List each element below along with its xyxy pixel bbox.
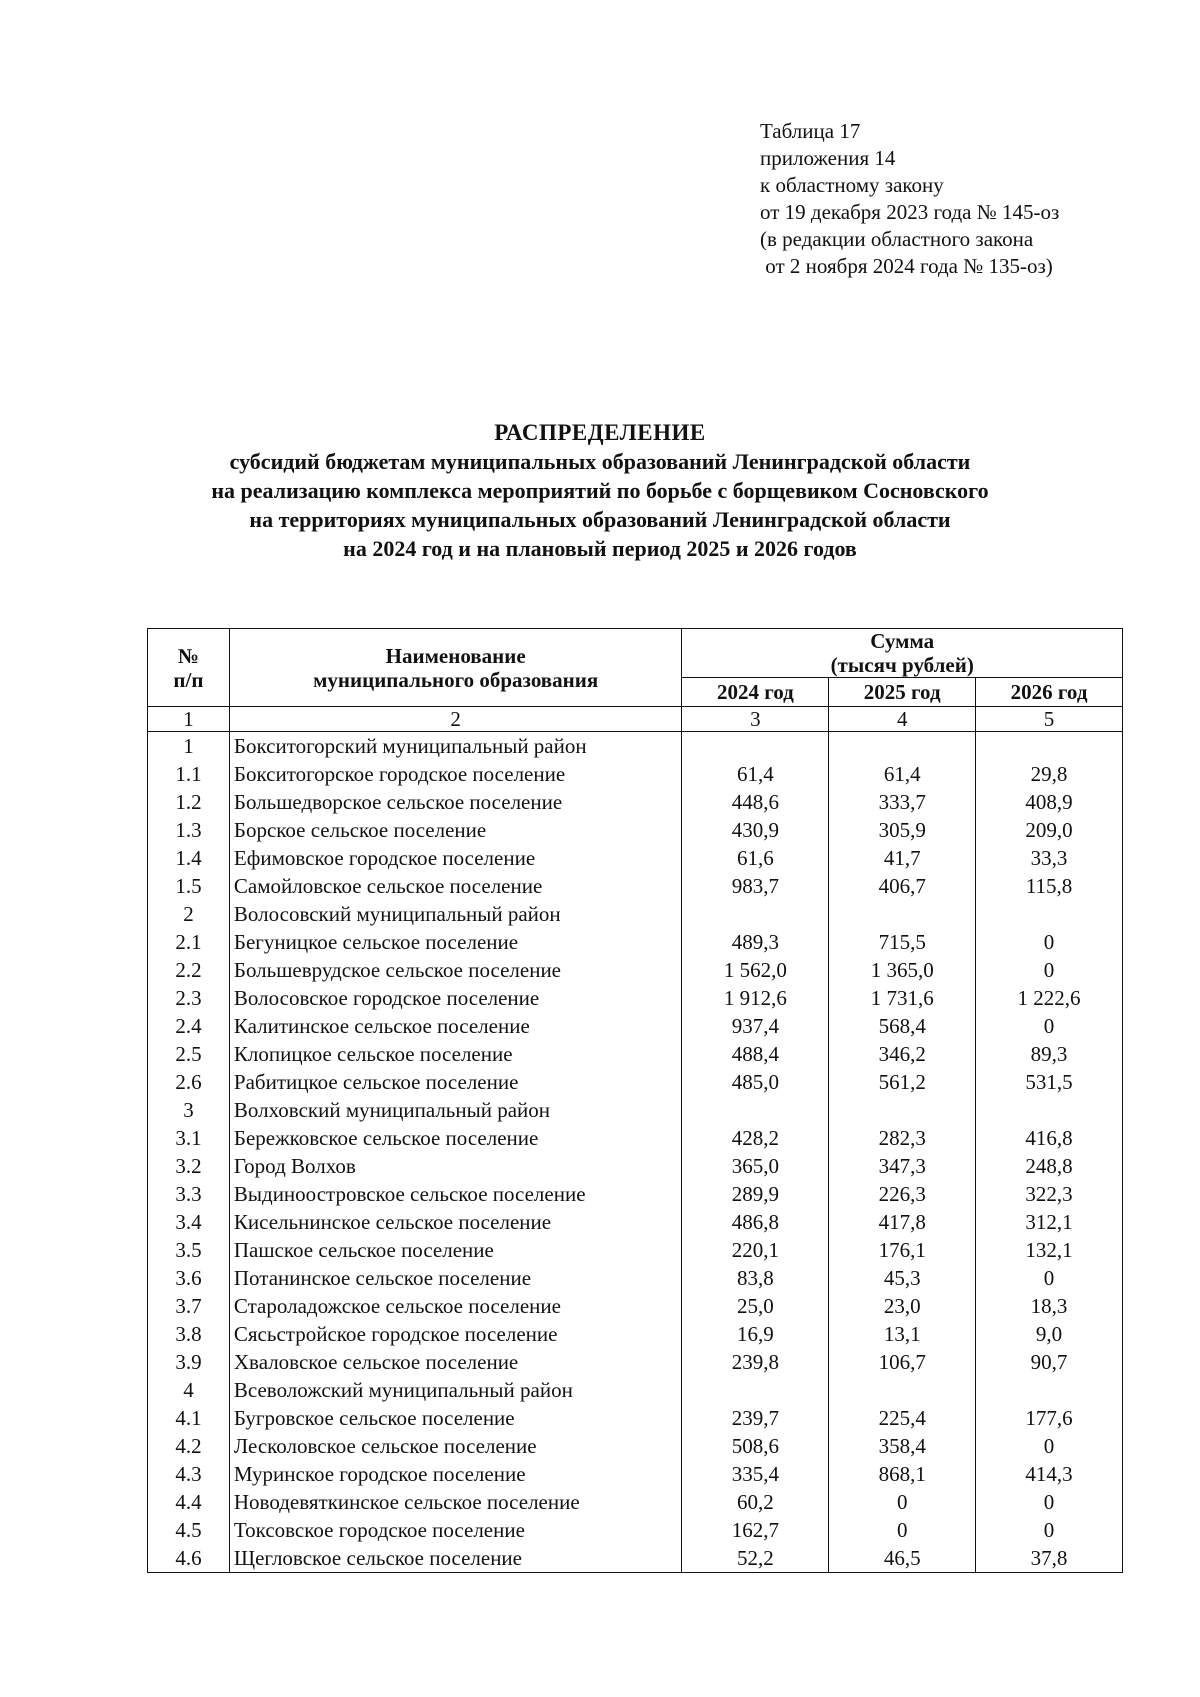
header-number	[148, 629, 230, 707]
value-2026: 132,1	[976, 1236, 1123, 1264]
row-number: 3.4	[148, 1208, 230, 1236]
value-2025: 282,3	[829, 1124, 976, 1152]
header-name-text: Наименование муниципального образования	[313, 643, 599, 692]
table-row	[148, 1124, 1123, 1152]
value-2026: 115,8	[976, 872, 1123, 900]
row-number: 2.3	[148, 984, 230, 1012]
row-number: 2.6	[148, 1068, 230, 1096]
value-2026: 18,3	[976, 1292, 1123, 1320]
row-name: Волховский муниципальный район	[229, 1096, 682, 1124]
value-2024: 83,8	[682, 1264, 829, 1292]
table-row	[148, 928, 1123, 956]
value-2024: 428,2	[682, 1124, 829, 1152]
value-2025: 568,4	[829, 1012, 976, 1040]
table-row	[148, 1488, 1123, 1516]
row-number: 3.3	[148, 1180, 230, 1208]
row-number: 4.2	[148, 1432, 230, 1460]
row-number: 1.2	[148, 788, 230, 816]
table-row	[148, 872, 1123, 900]
column-number-label: 2	[229, 707, 682, 732]
row-name: Новодевяткинское сельское поселение	[229, 1488, 682, 1516]
value-2026: 90,7	[976, 1348, 1123, 1376]
value-2024: 1 912,6	[682, 984, 829, 1012]
value-2026: 312,1	[976, 1208, 1123, 1236]
value-2024: 489,3	[682, 928, 829, 956]
row-number: 3.1	[148, 1124, 230, 1152]
value-2024: 60,2	[682, 1488, 829, 1516]
table-row	[148, 1320, 1123, 1348]
table-row	[148, 1264, 1123, 1292]
value-2024	[682, 732, 829, 761]
row-number: 3	[148, 1096, 230, 1124]
value-2026	[976, 1096, 1123, 1124]
table-row	[148, 1292, 1123, 1320]
row-number: 1.1	[148, 760, 230, 788]
row-number: 1.5	[148, 872, 230, 900]
value-2026: 209,0	[976, 816, 1123, 844]
row-name: Муринское городское поселение	[229, 1460, 682, 1488]
row-name: Волосовское городское поселение	[229, 984, 682, 1012]
table-row	[148, 1208, 1123, 1236]
value-2024	[682, 900, 829, 928]
value-2026	[976, 900, 1123, 928]
table-row	[148, 900, 1123, 928]
value-2025: 0	[829, 1516, 976, 1544]
row-number: 3.8	[148, 1320, 230, 1348]
row-name: Хваловское сельское поселение	[229, 1348, 682, 1376]
row-name: Выдиноостровское сельское поселение	[229, 1180, 682, 1208]
title-line: на территориях муниципальных образований Ленинградской области	[249, 507, 951, 532]
value-2025: 176,1	[829, 1236, 976, 1264]
value-2024: 508,6	[682, 1432, 829, 1460]
row-number: 2	[148, 900, 230, 928]
row-name: Борское сельское поселение	[229, 816, 682, 844]
value-2024: 365,0	[682, 1152, 829, 1180]
row-number: 4.4	[148, 1488, 230, 1516]
title-line: на реализацию комплекса мероприятий по борьбе с борщевиком Сосновского	[211, 478, 989, 503]
row-name: Бугровское сельское поселение	[229, 1404, 682, 1432]
value-2024: 448,6	[682, 788, 829, 816]
header-sum	[682, 629, 1123, 678]
value-2026: 33,3	[976, 844, 1123, 872]
row-name: Ефимовское городское поселение	[229, 844, 682, 872]
value-2026: 531,5	[976, 1068, 1123, 1096]
value-2025: 13,1	[829, 1320, 976, 1348]
value-2024: 983,7	[682, 872, 829, 900]
value-2026	[976, 732, 1123, 761]
row-name: Бокситогорский муниципальный район	[229, 732, 682, 761]
value-2025: 1 365,0	[829, 956, 976, 984]
table-row	[148, 1068, 1123, 1096]
value-2026: 9,0	[976, 1320, 1123, 1348]
row-name: Пашское сельское поселение	[229, 1236, 682, 1264]
value-2026: 37,8	[976, 1544, 1123, 1573]
header-number-text: № п/п	[173, 643, 204, 692]
row-number: 1.4	[148, 844, 230, 872]
row-number: 2.2	[148, 956, 230, 984]
row-number: 3.6	[148, 1264, 230, 1292]
value-2025: 61,4	[829, 760, 976, 788]
row-number: 4.6	[148, 1544, 230, 1573]
row-number: 1	[148, 732, 230, 761]
row-number: 3.9	[148, 1348, 230, 1376]
table-row	[148, 1152, 1123, 1180]
value-2025: 0	[829, 1488, 976, 1516]
row-name: Клопицкое сельское поселение	[229, 1040, 682, 1068]
table-row	[148, 1432, 1123, 1460]
value-2026: 177,6	[976, 1404, 1123, 1432]
table-row	[148, 1180, 1123, 1208]
row-number: 4.5	[148, 1516, 230, 1544]
table-row	[148, 732, 1123, 761]
header-2026: 2026 год	[976, 678, 1123, 707]
column-number-label: 1	[148, 707, 230, 732]
table-row	[148, 1460, 1123, 1488]
value-2026: 0	[976, 1488, 1123, 1516]
value-2024: 485,0	[682, 1068, 829, 1096]
header-name	[229, 629, 682, 707]
distribution-table	[147, 628, 1123, 1573]
column-number-label: 5	[976, 707, 1123, 732]
row-name: Город Волхов	[229, 1152, 682, 1180]
row-number: 4	[148, 1376, 230, 1404]
row-name: Бокситогорское городское поселение	[229, 760, 682, 788]
annex-header	[760, 118, 1059, 280]
header-2024: 2024 год	[682, 678, 829, 707]
table-row	[148, 1376, 1123, 1404]
value-2025	[829, 1376, 976, 1404]
header-line: Таблица 17	[760, 119, 861, 143]
row-name: Волосовский муниципальный район	[229, 900, 682, 928]
value-2026: 0	[976, 1264, 1123, 1292]
row-number: 4.1	[148, 1404, 230, 1432]
value-2024: 486,8	[682, 1208, 829, 1236]
row-name: Самойловское сельское поселение	[229, 872, 682, 900]
row-number: 4.3	[148, 1460, 230, 1488]
value-2024: 220,1	[682, 1236, 829, 1264]
value-2025: 417,8	[829, 1208, 976, 1236]
value-2026: 89,3	[976, 1040, 1123, 1068]
value-2025: 305,9	[829, 816, 976, 844]
row-number: 2.5	[148, 1040, 230, 1068]
value-2026	[976, 1376, 1123, 1404]
value-2025: 1 731,6	[829, 984, 976, 1012]
value-2026: 0	[976, 1012, 1123, 1040]
value-2026: 408,9	[976, 788, 1123, 816]
value-2025: 406,7	[829, 872, 976, 900]
table-row	[148, 1544, 1123, 1573]
row-name: Бережковское сельское поселение	[229, 1124, 682, 1152]
row-number: 1.3	[148, 816, 230, 844]
value-2026: 416,8	[976, 1124, 1123, 1152]
value-2026: 414,3	[976, 1460, 1123, 1488]
row-number: 3.5	[148, 1236, 230, 1264]
table-row	[148, 760, 1123, 788]
table-row	[148, 984, 1123, 1012]
row-name: Бегуницкое сельское поселение	[229, 928, 682, 956]
value-2025: 23,0	[829, 1292, 976, 1320]
document-title	[0, 418, 1200, 563]
value-2024: 1 562,0	[682, 956, 829, 984]
value-2025: 226,3	[829, 1180, 976, 1208]
row-number: 3.2	[148, 1152, 230, 1180]
value-2025: 346,2	[829, 1040, 976, 1068]
value-2026: 322,3	[976, 1180, 1123, 1208]
value-2024: 488,4	[682, 1040, 829, 1068]
row-name: Калитинское сельское поселение	[229, 1012, 682, 1040]
table-row	[148, 1040, 1123, 1068]
row-name: Большеврудское сельское поселение	[229, 956, 682, 984]
value-2026: 0	[976, 956, 1123, 984]
value-2026: 1 222,6	[976, 984, 1123, 1012]
row-name: Лесколовское сельское поселение	[229, 1432, 682, 1460]
value-2026: 0	[976, 928, 1123, 956]
row-name: Щегловское сельское поселение	[229, 1544, 682, 1573]
column-number-label: 3	[682, 707, 829, 732]
value-2024: 61,6	[682, 844, 829, 872]
title-main: РАСПРЕДЕЛЕНИЕ	[494, 420, 706, 445]
title-line: на 2024 год и на плановый период 2025 и 2026 годов	[343, 536, 857, 561]
table-row	[148, 956, 1123, 984]
table-row	[148, 844, 1123, 872]
value-2024: 937,4	[682, 1012, 829, 1040]
value-2026: 29,8	[976, 760, 1123, 788]
table-row	[148, 1096, 1123, 1124]
value-2025: 333,7	[829, 788, 976, 816]
header-line: (в редакции областного закона	[760, 227, 1034, 251]
row-number: 2.4	[148, 1012, 230, 1040]
value-2024: 289,9	[682, 1180, 829, 1208]
value-2025: 46,5	[829, 1544, 976, 1573]
value-2025	[829, 1096, 976, 1124]
header-line: от 19 декабря 2023 года № 145-оз	[760, 200, 1060, 224]
row-name: Кисельнинское сельское поселение	[229, 1208, 682, 1236]
column-number-label: 4	[829, 707, 976, 732]
header-line: к областному закону	[760, 173, 944, 197]
table-row	[148, 788, 1123, 816]
row-name: Всеволожский муниципальный район	[229, 1376, 682, 1404]
header-sum-text: Сумма (тысяч рублей)	[830, 629, 974, 677]
title-line: субсидий бюджетам муниципальных образований Ленинградской области	[229, 449, 971, 474]
row-name: Большедворское сельское поселение	[229, 788, 682, 816]
value-2025: 41,7	[829, 844, 976, 872]
value-2024: 239,8	[682, 1348, 829, 1376]
value-2024: 52,2	[682, 1544, 829, 1573]
table-row	[148, 816, 1123, 844]
value-2024: 162,7	[682, 1516, 829, 1544]
value-2025: 347,3	[829, 1152, 976, 1180]
row-number: 2.1	[148, 928, 230, 956]
table-row	[148, 1012, 1123, 1040]
value-2026: 0	[976, 1432, 1123, 1460]
value-2025: 561,2	[829, 1068, 976, 1096]
value-2024	[682, 1376, 829, 1404]
row-name: Токсовское городское поселение	[229, 1516, 682, 1544]
table-row	[148, 1404, 1123, 1432]
row-number: 3.7	[148, 1292, 230, 1320]
value-2025: 45,3	[829, 1264, 976, 1292]
table-row	[148, 1236, 1123, 1264]
value-2024: 430,9	[682, 816, 829, 844]
table-row	[148, 1348, 1123, 1376]
table-body	[148, 732, 1123, 1573]
header-2025: 2025 год	[829, 678, 976, 707]
value-2024: 16,9	[682, 1320, 829, 1348]
row-name: Рабитицкое сельское поселение	[229, 1068, 682, 1096]
table-row	[148, 1516, 1123, 1544]
value-2025: 358,4	[829, 1432, 976, 1460]
value-2024	[682, 1096, 829, 1124]
value-2025	[829, 732, 976, 761]
value-2025: 715,5	[829, 928, 976, 956]
value-2025: 868,1	[829, 1460, 976, 1488]
value-2024: 335,4	[682, 1460, 829, 1488]
value-2024: 61,4	[682, 760, 829, 788]
row-name: Потанинское сельское поселение	[229, 1264, 682, 1292]
header-line: от 2 ноября 2024 года № 135-оз)	[760, 254, 1053, 278]
row-name: Сясьстройское городское поселение	[229, 1320, 682, 1348]
header-line: приложения 14	[760, 146, 896, 170]
value-2025: 225,4	[829, 1404, 976, 1432]
row-name: Староладожское сельское поселение	[229, 1292, 682, 1320]
value-2026: 248,8	[976, 1152, 1123, 1180]
value-2025	[829, 900, 976, 928]
value-2024: 239,7	[682, 1404, 829, 1432]
value-2026: 0	[976, 1516, 1123, 1544]
value-2024: 25,0	[682, 1292, 829, 1320]
value-2025: 106,7	[829, 1348, 976, 1376]
